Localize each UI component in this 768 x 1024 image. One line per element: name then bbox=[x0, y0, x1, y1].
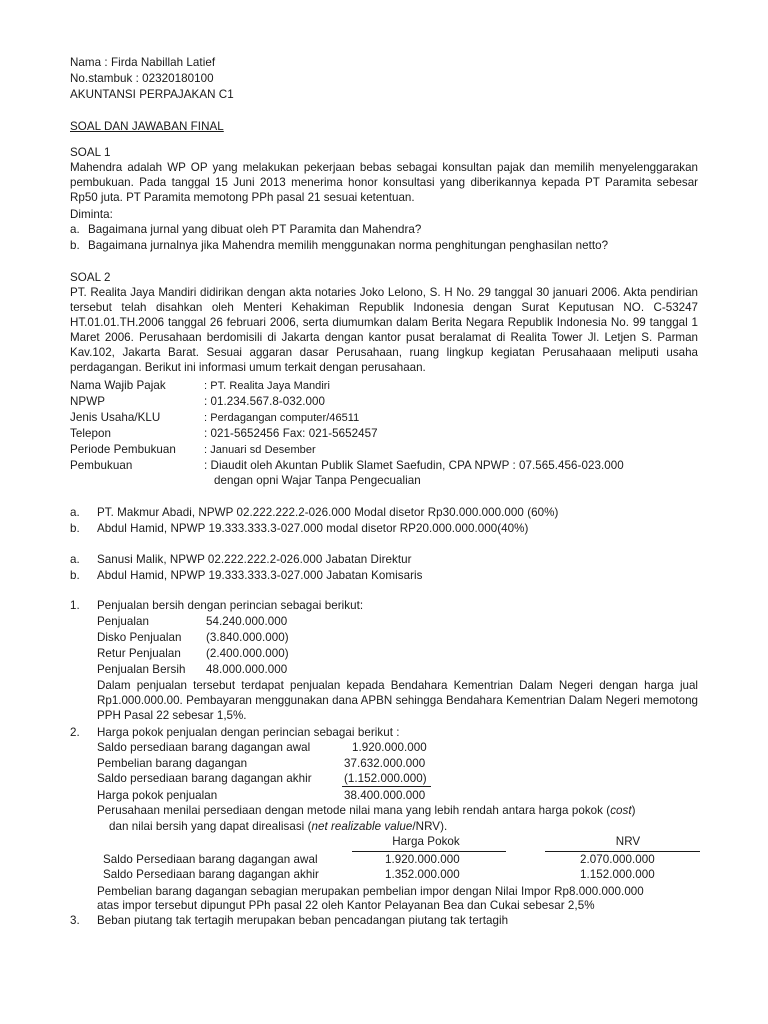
soal2-title: SOAL 2 bbox=[70, 271, 111, 284]
info-label: Nama Wajib Pajak bbox=[70, 379, 166, 392]
document-title: SOAL DAN JAWABAN FINAL bbox=[70, 120, 224, 133]
inventory-row-cost: 1.920.000.000 bbox=[385, 853, 460, 866]
soal1-diminta: Diminta: bbox=[70, 208, 113, 221]
cogs-value: 1.920.000.000 bbox=[352, 741, 427, 754]
shareholder-marker: a. bbox=[70, 506, 80, 519]
item2-note-3: Pembelian barang dagangan sebagian merupakan pembelian impor dengan Nilai Impor Rp8.000.000.000 bbox=[97, 885, 644, 898]
shareholder-marker: b. bbox=[70, 522, 80, 535]
inventory-row-label: Saldo Persediaan barang dagangan awal bbox=[103, 853, 318, 866]
management-marker: b. bbox=[70, 569, 80, 582]
cogs-value: (1.152.000.000) bbox=[344, 772, 427, 785]
course-title: AKUNTANSI PERPAJAKAN C1 bbox=[70, 88, 234, 101]
management-item: Sanusi Malik, NPWP 02.222.222.2-026.000 Jabatan Direktur bbox=[97, 553, 412, 566]
info-value: : PT. Realita Jaya Mandiri bbox=[204, 380, 331, 392]
inventory-row-nrv: 1.152.000.000 bbox=[580, 868, 655, 881]
student-id: No.stambuk : 02320180100 bbox=[70, 72, 214, 85]
sales-label: Disko Penjualan bbox=[97, 631, 182, 644]
inventory-header-nrv: NRV bbox=[615, 835, 641, 848]
sales-value: (3.840.000.000) bbox=[206, 631, 289, 644]
item2-title: Harga pokok penjualan dengan perincian sebagai berikut : bbox=[97, 726, 400, 739]
soal1-title: SOAL 1 bbox=[70, 146, 111, 159]
shareholder-item: PT. Makmur Abadi, NPWP 02.222.222.2-026.000 Modal disetor Rp30.000.000.000 (60%) bbox=[97, 506, 559, 519]
cogs-label: Pembelian barang dagangan bbox=[97, 757, 248, 770]
item1-title: Penjualan bersih dengan perincian sebagai berikut: bbox=[97, 599, 364, 612]
cogs-label: Harga pokok penjualan bbox=[97, 789, 218, 802]
inventory-header-rule bbox=[545, 851, 700, 852]
cogs-label: Saldo persediaan barang dagangan akhir bbox=[97, 772, 312, 785]
item3-marker: 3. bbox=[70, 914, 80, 927]
info-opinion: dengan opni Wajar Tanpa Pengecualian bbox=[214, 474, 421, 487]
item2-note-4: atas impor tersebut dipungut PPh pasal 22 oleh Kantor Pelayanan Bea dan Cukai sebesar 2,5% bbox=[97, 899, 595, 912]
inventory-row-label: Saldo Persediaan barang dagangan akhir bbox=[103, 868, 319, 881]
sales-label: Retur Penjualan bbox=[97, 647, 181, 660]
item1-marker: 1. bbox=[70, 599, 80, 612]
cogs-value: 37.632.000.000 bbox=[344, 757, 426, 770]
info-value: : 021-5652456 Fax: 021-5652457 bbox=[204, 427, 378, 440]
soal1-q-b: Bagaimana jurnalnya jika Mahendra memilih menggunakan norma penghitungan penghasilan netto? bbox=[88, 239, 609, 252]
info-label: Periode Pembukuan bbox=[70, 443, 176, 456]
item2-note-2: dan nilai bersih yang dapat direalisasi (net realizable value/NRV). bbox=[109, 820, 448, 833]
cogs-label: Saldo persediaan barang dagangan awal bbox=[97, 741, 311, 754]
info-value: : 01.234.567.8-032.000 bbox=[204, 395, 326, 408]
info-label: NPWP bbox=[70, 395, 105, 408]
sales-value: 48.000.000.000 bbox=[206, 663, 288, 676]
cogs-value: 38.400.000.000 bbox=[344, 789, 426, 802]
soal1-q-a-marker: a. bbox=[70, 223, 80, 236]
shareholder-item: Abdul Hamid, NPWP 19.333.333.3-027.000 modal disetor RP20.000.000.000(40%) bbox=[97, 522, 529, 535]
item2-marker: 2. bbox=[70, 726, 80, 739]
inventory-header-rule bbox=[352, 851, 506, 852]
sales-value: (2.400.000.000) bbox=[206, 647, 289, 660]
sales-value: 54.240.000.000 bbox=[206, 615, 288, 628]
item2-note-1: Perusahaan menilai persediaan dengan metode nilai mana yang lebih rendah antara harga pokok (cost) bbox=[97, 804, 636, 817]
management-marker: a. bbox=[70, 553, 80, 566]
cogs-subtotal-rule bbox=[342, 786, 431, 787]
student-name: Nama : Firda Nabillah Latief bbox=[70, 56, 216, 69]
sales-label: Penjualan Bersih bbox=[97, 663, 186, 676]
soal1-q-b-marker: b. bbox=[70, 239, 80, 252]
item3-text: Beban piutang tak tertagih merupakan beban pencadangan piutang tak tertagih bbox=[97, 914, 509, 927]
soal1-paragraph: Mahendra adalah WP OP yang melakukan pekerjaan bebas sebagai konsultan pajak dan memilih menyelenggarakan pembukuan. Pada tanggal 15 Juni 2013 menerima honor konsultasi yang diberikannya kepada PT Paramita sebesar Rp50 juta. PT Paramita memotong PPh pasal 21 sesuai ketentuan. bbox=[70, 161, 698, 204]
info-value: : Januari sd Desember bbox=[204, 444, 316, 456]
inventory-header-cost: Harga Pokok bbox=[392, 835, 460, 848]
soal1-q-a: Bagaimana jurnal yang dibuat oleh PT Paramita dan Mahendra? bbox=[88, 223, 422, 236]
info-label: Pembukuan bbox=[70, 459, 133, 472]
info-value: : Perdagangan computer/46511 bbox=[204, 412, 360, 424]
info-value: : Diaudit oleh Akuntan Publik Slamet Saefudin, CPA NPWP : 07.565.456-023.000 bbox=[204, 459, 624, 472]
management-item: Abdul Hamid, NPWP 19.333.333.3-027.000 Jabatan Komisaris bbox=[97, 569, 423, 582]
sales-label: Penjualan bbox=[97, 615, 150, 628]
item1-note: Dalam penjualan tersebut terdapat penjualan kepada Bendahara Kementrian Dalam Negeri dengan harga jual Rp1.000.000.00. Pembayaran menggunakan dana APBN sehingga Bendahara Kementrian Dalam Negeri memotong PPH Pasal 22 sebesar 1,5%. bbox=[97, 679, 698, 722]
info-label: Telepon bbox=[70, 427, 111, 440]
info-label: Jenis Usaha/KLU bbox=[70, 411, 161, 424]
inventory-row-nrv: 2.070.000.000 bbox=[580, 853, 655, 866]
soal2-paragraph: PT. Realita Jaya Mandiri didirikan dengan akta notaries Joko Lelono, S. H No. 29 tanggal 30 januari 2006. Akta pendirian tersebut telah disahkan oleh Menteri Kehakiman Republik Indonesia dengan Surat Keputusan NO. C-53247 HT.01.01.TH.2006 tanggal 26 februari 2006, serta diumumkan dalam Berita Negara Republik Indonesia No. 99 tanggal 1 Maret 2006. Perusahaan berdomisili di Jakarta dengan kantor pusat beralamat di Realita Tower Jl. Letjen S. Parman Kav.102, Jakarta Barat. Sesuai aggaran dasar Perusahaan, ruang lingkup kegiatan Perusahaaan meliputi usaha perdagangan. Berikut ini informasi umum terkait dengan perusahaan. bbox=[70, 286, 698, 374]
inventory-row-cost: 1.352.000.000 bbox=[385, 868, 460, 881]
